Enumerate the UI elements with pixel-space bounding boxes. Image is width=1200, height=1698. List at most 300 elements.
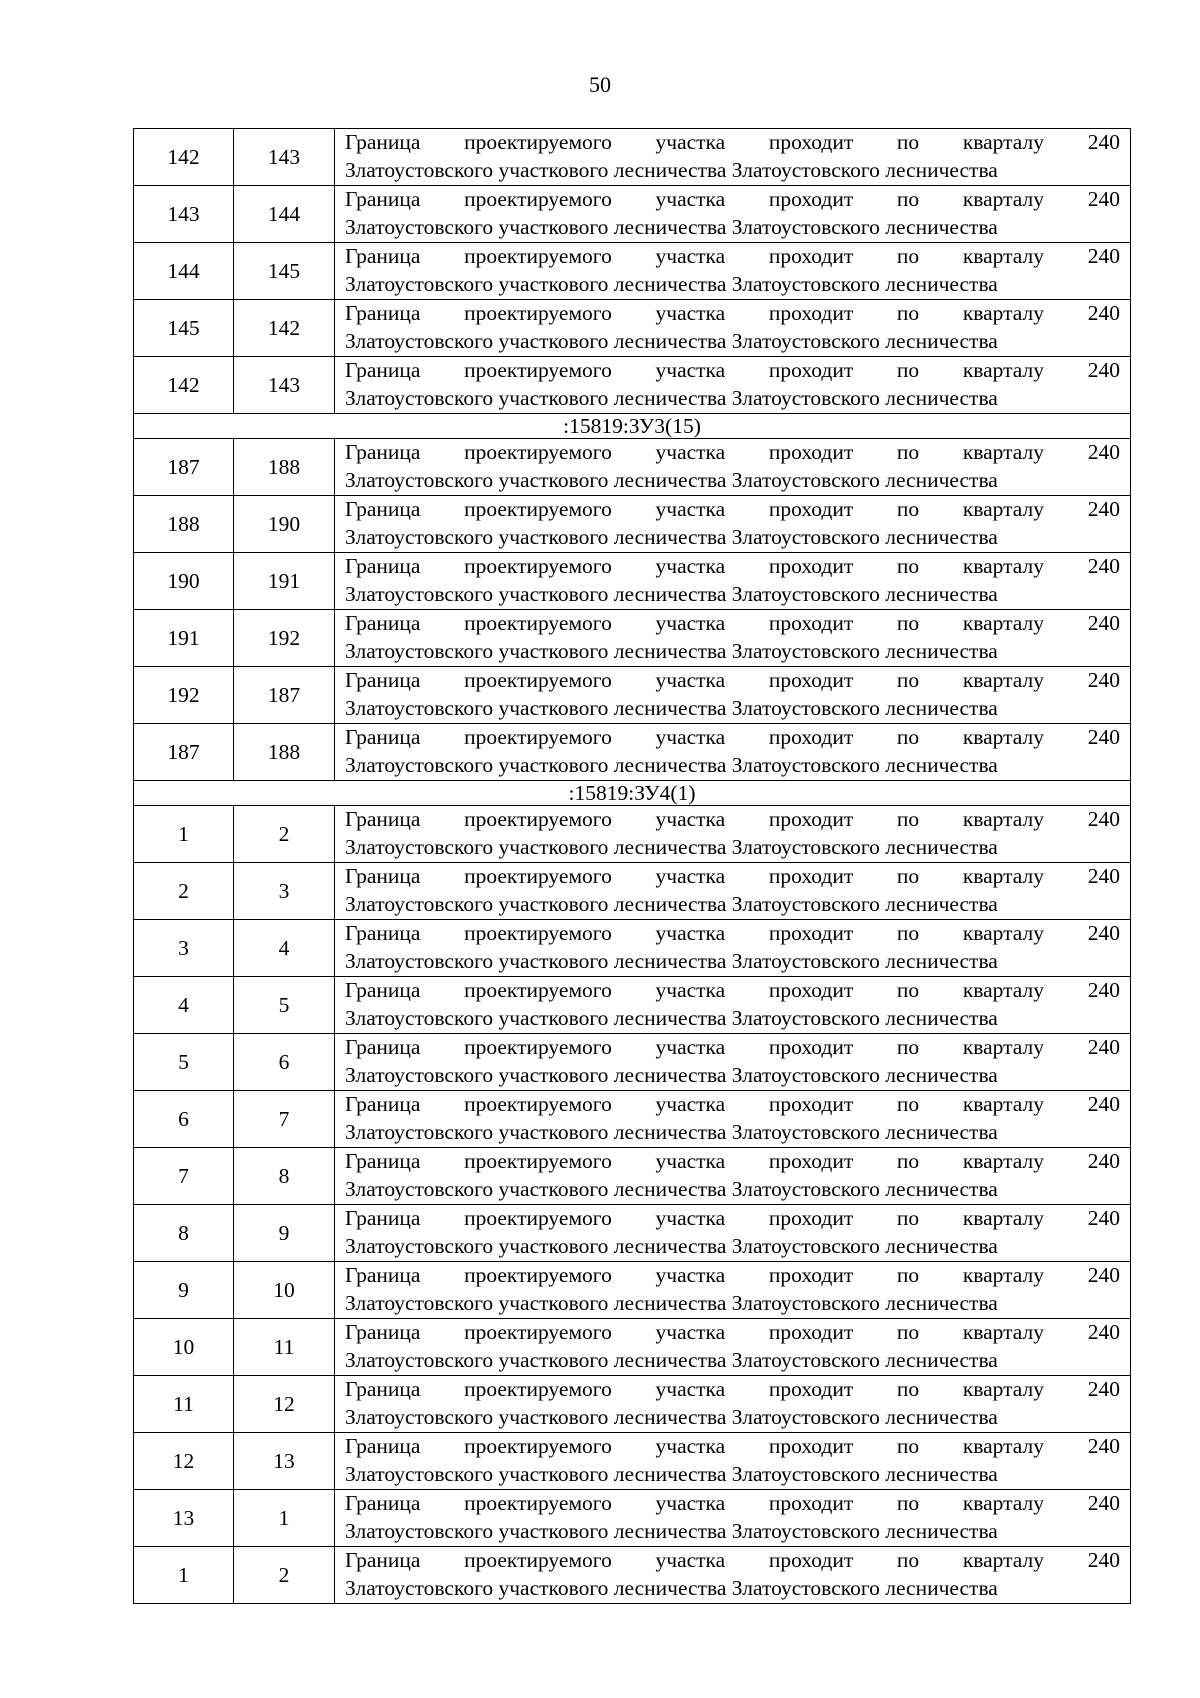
from-point: 191 — [134, 610, 234, 667]
description-word: проходит — [768, 244, 854, 268]
description-line-2: Златоустовского участкового лесничества Златоустовского лесничества — [345, 1291, 998, 1315]
description-line-2: Златоустовского участкового лесничества Златоустовского лесничества — [345, 1120, 998, 1144]
description-word: кварталу — [962, 978, 1045, 1002]
description-word: 240 — [1087, 864, 1120, 888]
description-line-2: Златоустовского участкового лесничества Златоустовского лесничества — [345, 1576, 998, 1600]
table-row — [134, 1433, 1131, 1490]
description-word: Граница — [345, 244, 421, 268]
description-word: 240 — [1087, 1149, 1120, 1173]
description-word: проходит — [768, 668, 854, 692]
boundary-description — [335, 806, 1131, 863]
boundary-table — [133, 128, 1131, 1604]
description-word: участка — [655, 864, 726, 888]
description-line-1 — [345, 920, 1120, 948]
description-word: Граница — [345, 725, 421, 749]
description-word: 240 — [1087, 358, 1120, 382]
description-word: проектируемого — [464, 358, 612, 382]
description-word: Граница — [345, 187, 421, 211]
description-word: проходит — [768, 440, 854, 464]
to-point: 10 — [234, 1262, 335, 1319]
description-word: участка — [655, 1035, 726, 1059]
description-word: проектируемого — [464, 244, 612, 268]
to-point: 12 — [234, 1376, 335, 1433]
description-word: участка — [655, 807, 726, 831]
table-row — [134, 1034, 1131, 1091]
description-word: кварталу — [962, 1320, 1045, 1344]
description-word: по — [896, 1320, 920, 1344]
section-header-row — [134, 781, 1131, 806]
description-word: Граница — [345, 1035, 421, 1059]
description-word: проектируемого — [464, 1035, 612, 1059]
description-word: кварталу — [962, 921, 1045, 945]
description-word: Граница — [345, 1206, 421, 1230]
boundary-description — [335, 724, 1131, 781]
description-line-1 — [345, 1262, 1120, 1290]
description-word: 240 — [1087, 440, 1120, 464]
table-row — [134, 1205, 1131, 1262]
description-line-1 — [345, 1034, 1120, 1062]
description-word: проектируемого — [464, 725, 612, 749]
boundary-description — [335, 610, 1131, 667]
to-point: 142 — [234, 300, 335, 357]
description-word: кварталу — [962, 497, 1045, 521]
to-point: 13 — [234, 1433, 335, 1490]
to-point: 2 — [234, 806, 335, 863]
from-point: 10 — [134, 1319, 234, 1376]
description-line-1 — [345, 300, 1120, 328]
description-word: Граница — [345, 130, 421, 154]
description-word: кварталу — [962, 1149, 1045, 1173]
description-word: участка — [655, 611, 726, 635]
to-point: 143 — [234, 357, 335, 414]
boundary-description — [335, 1034, 1131, 1091]
description-line-2: Златоустовского участкового лесничества Златоустовского лесничества — [345, 582, 998, 606]
boundary-description — [335, 1433, 1131, 1490]
description-word: по — [896, 1491, 920, 1515]
to-point: 2 — [234, 1547, 335, 1604]
description-word: по — [896, 864, 920, 888]
description-word: участка — [655, 1548, 726, 1572]
description-word: Граница — [345, 1377, 421, 1401]
description-word: проектируемого — [464, 130, 612, 154]
from-point: 11 — [134, 1376, 234, 1433]
description-word: по — [896, 978, 920, 1002]
description-line-2: Златоустовского участкового лесничества Златоустовского лесничества — [345, 1462, 998, 1486]
from-point: 7 — [134, 1148, 234, 1205]
boundary-description — [335, 1091, 1131, 1148]
description-word: проектируемого — [464, 1548, 612, 1572]
description-word: 240 — [1087, 1092, 1120, 1116]
description-word: 240 — [1087, 301, 1120, 325]
description-word: Граница — [345, 668, 421, 692]
description-word: Граница — [345, 921, 421, 945]
from-point: 2 — [134, 863, 234, 920]
description-word: кварталу — [962, 244, 1045, 268]
boundary-description — [335, 186, 1131, 243]
description-word: участка — [655, 1206, 726, 1230]
description-line-1 — [345, 1547, 1120, 1575]
description-word: участка — [655, 725, 726, 749]
description-line-1 — [345, 610, 1120, 638]
from-point: 192 — [134, 667, 234, 724]
to-point: 144 — [234, 186, 335, 243]
description-word: Граница — [345, 1092, 421, 1116]
description-word: проектируемого — [464, 301, 612, 325]
description-line-1 — [345, 553, 1120, 581]
description-word: проходит — [768, 978, 854, 1002]
description-word: Граница — [345, 864, 421, 888]
description-line-2: Златоустовского участкового лесничества Златоустовского лесничества — [345, 1063, 998, 1087]
from-point: 142 — [134, 357, 234, 414]
description-word: кварталу — [962, 864, 1045, 888]
description-word: по — [896, 1548, 920, 1572]
description-word: проходит — [768, 921, 854, 945]
to-point: 5 — [234, 977, 335, 1034]
to-point: 1 — [234, 1490, 335, 1547]
description-word: проходит — [768, 1035, 854, 1059]
description-word: 240 — [1087, 978, 1120, 1002]
to-point: 191 — [234, 553, 335, 610]
from-point: 190 — [134, 553, 234, 610]
description-word: 240 — [1087, 611, 1120, 635]
description-word: проектируемого — [464, 1434, 612, 1458]
description-word: кварталу — [962, 1092, 1045, 1116]
description-line-2: Златоустовского участкового лесничества Златоустовского лесничества — [345, 468, 998, 492]
description-word: проектируемого — [464, 1263, 612, 1287]
description-word: участка — [655, 554, 726, 578]
description-line-2: Златоустовского участкового лесничества Златоустовского лесничества — [345, 1177, 998, 1201]
description-word: участка — [655, 301, 726, 325]
boundary-description — [335, 977, 1131, 1034]
description-line-1 — [345, 357, 1120, 385]
description-word: участка — [655, 358, 726, 382]
description-word: 240 — [1087, 554, 1120, 578]
from-point: 9 — [134, 1262, 234, 1319]
description-word: по — [896, 1206, 920, 1230]
description-line-2: Златоустовского участкового лесничества Златоустовского лесничества — [345, 696, 998, 720]
from-point: 187 — [134, 439, 234, 496]
from-point: 6 — [134, 1091, 234, 1148]
description-word: кварталу — [962, 301, 1045, 325]
description-word: проходит — [768, 1491, 854, 1515]
description-word: 240 — [1087, 1263, 1120, 1287]
description-word: проходит — [768, 1263, 854, 1287]
description-word: проектируемого — [464, 1491, 612, 1515]
description-word: по — [896, 725, 920, 749]
table-row — [134, 357, 1131, 414]
description-line-1 — [345, 1148, 1120, 1176]
boundary-description — [335, 863, 1131, 920]
description-line-1 — [345, 439, 1120, 467]
description-word: Граница — [345, 1149, 421, 1173]
description-word: по — [896, 807, 920, 831]
description-word: кварталу — [962, 668, 1045, 692]
description-line-1 — [345, 1490, 1120, 1518]
description-word: проходит — [768, 497, 854, 521]
description-word: кварталу — [962, 1548, 1045, 1572]
description-word: Граница — [345, 1434, 421, 1458]
description-word: по — [896, 1434, 920, 1458]
table-row — [134, 186, 1131, 243]
table-row — [134, 300, 1131, 357]
description-word: кварталу — [962, 807, 1045, 831]
description-word: по — [896, 1035, 920, 1059]
description-word: проходит — [768, 554, 854, 578]
description-word: проектируемого — [464, 187, 612, 211]
description-line-2: Златоустовского участкового лесничества Златоустовского лесничества — [345, 272, 998, 296]
description-word: по — [896, 554, 920, 578]
description-word: проектируемого — [464, 1092, 612, 1116]
table-row — [134, 806, 1131, 863]
to-point: 3 — [234, 863, 335, 920]
description-word: кварталу — [962, 611, 1045, 635]
description-line-1 — [345, 1091, 1120, 1119]
description-line-1 — [345, 724, 1120, 752]
description-line-1 — [345, 667, 1120, 695]
section-label: :15819:ЗУ4(1) — [134, 781, 1131, 806]
description-word: Граница — [345, 440, 421, 464]
description-word: проходит — [768, 187, 854, 211]
description-word: участка — [655, 440, 726, 464]
to-point: 11 — [234, 1319, 335, 1376]
description-word: проходит — [768, 358, 854, 382]
description-word: проектируемого — [464, 611, 612, 635]
table-row — [134, 863, 1131, 920]
description-word: участка — [655, 1320, 726, 1344]
description-word: участка — [655, 1491, 726, 1515]
description-line-2: Златоустовского участкового лесничества Златоустовского лесничества — [345, 329, 998, 353]
description-word: проходит — [768, 1548, 854, 1572]
description-line-2: Златоустовского участкового лесничества Златоустовского лесничества — [345, 1006, 998, 1030]
table-row — [134, 610, 1131, 667]
table-row — [134, 243, 1131, 300]
description-word: участка — [655, 1149, 726, 1173]
description-word: участка — [655, 921, 726, 945]
description-word: участка — [655, 497, 726, 521]
description-word: по — [896, 130, 920, 154]
to-point: 8 — [234, 1148, 335, 1205]
description-line-2: Златоустовского участкового лесничества Златоустовского лесничества — [345, 1234, 998, 1258]
description-line-2: Златоустовского участкового лесничества Златоустовского лесничества — [345, 1348, 998, 1372]
description-word: 240 — [1087, 1548, 1120, 1572]
table-row — [134, 977, 1131, 1034]
description-word: кварталу — [962, 1035, 1045, 1059]
description-word: 240 — [1087, 921, 1120, 945]
table-row — [134, 724, 1131, 781]
from-point: 143 — [134, 186, 234, 243]
description-line-2: Златоустовского участкового лесничества Златоустовского лесничества — [345, 892, 998, 916]
description-word: проектируемого — [464, 668, 612, 692]
description-word: 240 — [1087, 1206, 1120, 1230]
description-line-1 — [345, 1205, 1120, 1233]
boundary-description — [335, 357, 1131, 414]
description-line-1 — [345, 496, 1120, 524]
boundary-description — [335, 1205, 1131, 1262]
to-point: 192 — [234, 610, 335, 667]
description-word: проектируемого — [464, 864, 612, 888]
boundary-description — [335, 300, 1131, 357]
description-word: кварталу — [962, 187, 1045, 211]
description-word: 240 — [1087, 1434, 1120, 1458]
description-word: участка — [655, 130, 726, 154]
boundary-description — [335, 1490, 1131, 1547]
description-word: по — [896, 1377, 920, 1401]
from-point: 1 — [134, 1547, 234, 1604]
description-line-1 — [345, 186, 1120, 214]
description-line-1 — [345, 806, 1120, 834]
from-point: 142 — [134, 129, 234, 186]
table-row — [134, 496, 1131, 553]
description-word: участка — [655, 978, 726, 1002]
from-point: 188 — [134, 496, 234, 553]
description-line-2: Златоустовского участкового лесничества Златоустовского лесничества — [345, 386, 998, 410]
description-line-1 — [345, 1319, 1120, 1347]
boundary-description — [335, 553, 1131, 610]
boundary-description — [335, 243, 1131, 300]
description-word: проходит — [768, 611, 854, 635]
description-word: кварталу — [962, 554, 1045, 578]
from-point: 13 — [134, 1490, 234, 1547]
description-line-1 — [345, 129, 1120, 157]
from-point: 3 — [134, 920, 234, 977]
description-line-2: Златоустовского участкового лесничества Златоустовского лесничества — [345, 753, 998, 777]
description-word: Граница — [345, 1320, 421, 1344]
description-line-2: Златоустовского участкового лесничества Златоустовского лесничества — [345, 525, 998, 549]
description-word: проходит — [768, 1320, 854, 1344]
from-point: 12 — [134, 1433, 234, 1490]
description-word: проектируемого — [464, 554, 612, 578]
description-line-2: Златоустовского участкового лесничества Златоустовского лесничества — [345, 1405, 998, 1429]
description-word: проходит — [768, 864, 854, 888]
table-row — [134, 1091, 1131, 1148]
description-word: проектируемого — [464, 1320, 612, 1344]
description-word: проектируемого — [464, 497, 612, 521]
description-word: 240 — [1087, 668, 1120, 692]
to-point: 4 — [234, 920, 335, 977]
description-word: 240 — [1087, 725, 1120, 749]
description-word: по — [896, 440, 920, 464]
description-word: участка — [655, 1377, 726, 1401]
from-point: 187 — [134, 724, 234, 781]
table-row — [134, 1148, 1131, 1205]
boundary-description — [335, 667, 1131, 724]
description-word: Граница — [345, 554, 421, 578]
description-line-2: Златоустовского участкового лесничества Златоустовского лесничества — [345, 835, 998, 859]
description-word: проектируемого — [464, 807, 612, 831]
to-point: 7 — [234, 1091, 335, 1148]
description-word: 240 — [1087, 807, 1120, 831]
description-word: проходит — [768, 725, 854, 749]
description-word: Граница — [345, 978, 421, 1002]
description-line-2: Златоустовского участкового лесничества Златоустовского лесничества — [345, 639, 998, 663]
description-word: проходит — [768, 807, 854, 831]
boundary-description — [335, 1148, 1131, 1205]
description-word: участка — [655, 1434, 726, 1458]
from-point: 5 — [134, 1034, 234, 1091]
description-word: проектируемого — [464, 1149, 612, 1173]
description-word: кварталу — [962, 725, 1045, 749]
to-point: 9 — [234, 1205, 335, 1262]
table-row — [134, 1319, 1131, 1376]
page-number: 50 — [589, 72, 611, 97]
from-point: 8 — [134, 1205, 234, 1262]
description-word: проектируемого — [464, 440, 612, 464]
description-line-2: Златоустовского участкового лесничества Златоустовского лесничества — [345, 1519, 998, 1543]
boundary-description — [335, 496, 1131, 553]
description-word: по — [896, 244, 920, 268]
description-word: Граница — [345, 301, 421, 325]
description-line-2: Златоустовского участкового лесничества Златоустовского лесничества — [345, 215, 998, 239]
description-word: по — [896, 668, 920, 692]
description-word: Граница — [345, 1491, 421, 1515]
description-word: по — [896, 611, 920, 635]
boundary-description — [335, 129, 1131, 186]
description-word: участка — [655, 1092, 726, 1116]
description-word: проходит — [768, 301, 854, 325]
description-line-1 — [345, 863, 1120, 891]
description-word: Граница — [345, 497, 421, 521]
to-point: 190 — [234, 496, 335, 553]
description-word: участка — [655, 668, 726, 692]
description-word: по — [896, 301, 920, 325]
description-word: Граница — [345, 807, 421, 831]
boundary-description — [335, 1547, 1131, 1604]
boundary-description — [335, 920, 1131, 977]
table-row — [134, 920, 1131, 977]
description-word: проектируемого — [464, 1206, 612, 1230]
description-word: участка — [655, 1263, 726, 1287]
description-word: по — [896, 187, 920, 211]
boundary-table-body — [134, 129, 1131, 1604]
boundary-description — [335, 1319, 1131, 1376]
table-row — [134, 1547, 1131, 1604]
description-word: 240 — [1087, 1035, 1120, 1059]
table-row — [134, 667, 1131, 724]
description-word: проходит — [768, 1377, 854, 1401]
description-word: кварталу — [962, 358, 1045, 382]
table-row — [134, 129, 1131, 186]
description-word: Граница — [345, 1263, 421, 1287]
description-word: проектируемого — [464, 978, 612, 1002]
description-word: по — [896, 921, 920, 945]
description-word: Граница — [345, 358, 421, 382]
description-word: кварталу — [962, 1434, 1045, 1458]
table-row — [134, 1376, 1131, 1433]
description-word: по — [896, 1092, 920, 1116]
description-word: Граница — [345, 1548, 421, 1572]
table-row — [134, 1490, 1131, 1547]
description-line-1 — [345, 243, 1120, 271]
to-point: 188 — [234, 724, 335, 781]
description-word: проходит — [768, 1149, 854, 1173]
description-word: кварталу — [962, 1206, 1045, 1230]
description-word: кварталу — [962, 1263, 1045, 1287]
description-word: участка — [655, 187, 726, 211]
from-point: 145 — [134, 300, 234, 357]
from-point: 1 — [134, 806, 234, 863]
description-word: 240 — [1087, 497, 1120, 521]
description-word: 240 — [1087, 1491, 1120, 1515]
description-line-1 — [345, 1376, 1120, 1404]
description-line-1 — [345, 1433, 1120, 1461]
description-word: проектируемого — [464, 921, 612, 945]
description-word: участка — [655, 244, 726, 268]
section-label: :15819:ЗУ3(15) — [134, 414, 1131, 439]
to-point: 188 — [234, 439, 335, 496]
boundary-description — [335, 439, 1131, 496]
description-word: 240 — [1087, 244, 1120, 268]
description-word: проектируемого — [464, 1377, 612, 1401]
